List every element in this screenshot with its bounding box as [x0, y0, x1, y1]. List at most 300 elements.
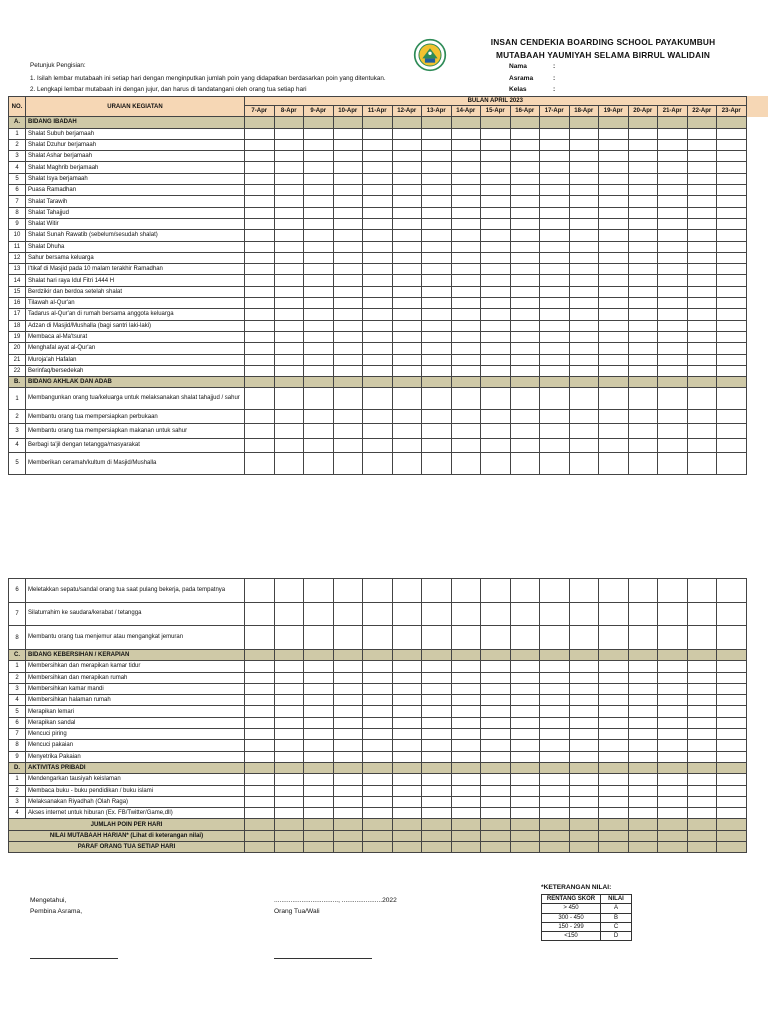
score-cell[interactable] — [245, 185, 275, 196]
score-cell[interactable] — [599, 410, 629, 424]
score-cell[interactable] — [569, 365, 599, 376]
summary-cell[interactable] — [392, 830, 422, 841]
score-cell[interactable] — [628, 320, 658, 331]
score-cell[interactable] — [658, 286, 688, 297]
score-cell[interactable] — [687, 241, 717, 252]
score-cell[interactable] — [481, 706, 511, 717]
score-cell[interactable] — [451, 774, 481, 785]
score-cell[interactable] — [245, 241, 275, 252]
score-cell[interactable] — [569, 808, 599, 819]
score-cell[interactable] — [274, 602, 304, 626]
score-cell[interactable] — [717, 320, 747, 331]
score-cell[interactable] — [481, 453, 511, 475]
score-cell[interactable] — [599, 683, 629, 694]
score-cell[interactable] — [658, 275, 688, 286]
score-cell[interactable] — [658, 264, 688, 275]
score-cell[interactable] — [599, 626, 629, 650]
summary-cell[interactable] — [422, 842, 452, 853]
score-cell[interactable] — [599, 424, 629, 438]
score-cell[interactable] — [687, 729, 717, 740]
score-cell[interactable] — [392, 173, 422, 184]
summary-cell[interactable] — [628, 830, 658, 841]
summary-cell[interactable] — [540, 830, 570, 841]
score-cell[interactable] — [481, 331, 511, 342]
score-cell[interactable] — [274, 354, 304, 365]
score-cell[interactable] — [540, 602, 570, 626]
score-cell[interactable] — [569, 453, 599, 475]
score-cell[interactable] — [599, 173, 629, 184]
score-cell[interactable] — [687, 286, 717, 297]
score-cell[interactable] — [274, 388, 304, 410]
score-cell[interactable] — [363, 139, 393, 150]
score-cell[interactable] — [717, 252, 747, 263]
score-cell[interactable] — [451, 218, 481, 229]
score-cell[interactable] — [510, 424, 540, 438]
score-cell[interactable] — [658, 343, 688, 354]
summary-cell[interactable] — [481, 830, 511, 841]
score-cell[interactable] — [599, 139, 629, 150]
score-cell[interactable] — [422, 139, 452, 150]
score-cell[interactable] — [451, 128, 481, 139]
score-cell[interactable] — [481, 410, 511, 424]
score-cell[interactable] — [363, 173, 393, 184]
score-cell[interactable] — [481, 207, 511, 218]
score-cell[interactable] — [658, 808, 688, 819]
score-cell[interactable] — [363, 808, 393, 819]
score-cell[interactable] — [392, 298, 422, 309]
score-cell[interactable] — [569, 264, 599, 275]
score-cell[interactable] — [658, 298, 688, 309]
score-cell[interactable] — [363, 264, 393, 275]
score-cell[interactable] — [540, 410, 570, 424]
score-cell[interactable] — [658, 331, 688, 342]
score-cell[interactable] — [274, 196, 304, 207]
score-cell[interactable] — [599, 331, 629, 342]
score-cell[interactable] — [363, 298, 393, 309]
score-cell[interactable] — [274, 695, 304, 706]
score-cell[interactable] — [422, 365, 452, 376]
score-cell[interactable] — [717, 298, 747, 309]
score-cell[interactable] — [422, 286, 452, 297]
score-cell[interactable] — [304, 252, 334, 263]
score-cell[interactable] — [451, 438, 481, 452]
score-cell[interactable] — [392, 706, 422, 717]
summary-cell[interactable] — [245, 830, 275, 841]
score-cell[interactable] — [687, 151, 717, 162]
score-cell[interactable] — [628, 626, 658, 650]
score-cell[interactable] — [687, 602, 717, 626]
score-cell[interactable] — [392, 320, 422, 331]
score-cell[interactable] — [540, 218, 570, 229]
score-cell[interactable] — [687, 453, 717, 475]
score-cell[interactable] — [363, 185, 393, 196]
score-cell[interactable] — [451, 252, 481, 263]
score-cell[interactable] — [422, 785, 452, 796]
score-cell[interactable] — [687, 695, 717, 706]
score-cell[interactable] — [451, 740, 481, 751]
score-cell[interactable] — [510, 139, 540, 150]
score-cell[interactable] — [481, 309, 511, 320]
score-cell[interactable] — [687, 320, 717, 331]
score-cell[interactable] — [304, 331, 334, 342]
score-cell[interactable] — [599, 365, 629, 376]
score-cell[interactable] — [333, 286, 363, 297]
score-cell[interactable] — [451, 717, 481, 728]
score-cell[interactable] — [422, 320, 452, 331]
score-cell[interactable] — [569, 343, 599, 354]
score-cell[interactable] — [569, 185, 599, 196]
score-cell[interactable] — [304, 173, 334, 184]
score-cell[interactable] — [658, 438, 688, 452]
score-cell[interactable] — [628, 695, 658, 706]
score-cell[interactable] — [245, 626, 275, 650]
summary-cell[interactable] — [687, 819, 717, 830]
score-cell[interactable] — [540, 185, 570, 196]
score-cell[interactable] — [392, 579, 422, 603]
score-cell[interactable] — [510, 740, 540, 751]
score-cell[interactable] — [422, 207, 452, 218]
summary-cell[interactable] — [363, 842, 393, 853]
score-cell[interactable] — [658, 717, 688, 728]
score-cell[interactable] — [422, 275, 452, 286]
score-cell[interactable] — [510, 661, 540, 672]
score-cell[interactable] — [481, 796, 511, 807]
score-cell[interactable] — [628, 331, 658, 342]
score-cell[interactable] — [510, 196, 540, 207]
score-cell[interactable] — [510, 151, 540, 162]
score-cell[interactable] — [245, 139, 275, 150]
score-cell[interactable] — [717, 275, 747, 286]
score-cell[interactable] — [304, 207, 334, 218]
score-cell[interactable] — [569, 672, 599, 683]
score-cell[interactable] — [451, 309, 481, 320]
score-cell[interactable] — [451, 365, 481, 376]
score-cell[interactable] — [658, 740, 688, 751]
score-cell[interactable] — [392, 438, 422, 452]
score-cell[interactable] — [510, 298, 540, 309]
score-cell[interactable] — [451, 672, 481, 683]
score-cell[interactable] — [363, 717, 393, 728]
score-cell[interactable] — [540, 751, 570, 762]
score-cell[interactable] — [628, 751, 658, 762]
score-cell[interactable] — [717, 343, 747, 354]
score-cell[interactable] — [569, 218, 599, 229]
score-cell[interactable] — [333, 320, 363, 331]
summary-cell[interactable] — [599, 830, 629, 841]
score-cell[interactable] — [274, 151, 304, 162]
score-cell[interactable] — [363, 453, 393, 475]
score-cell[interactable] — [658, 751, 688, 762]
score-cell[interactable] — [481, 626, 511, 650]
score-cell[interactable] — [569, 695, 599, 706]
score-cell[interactable] — [333, 626, 363, 650]
score-cell[interactable] — [628, 602, 658, 626]
score-cell[interactable] — [628, 453, 658, 475]
score-cell[interactable] — [451, 286, 481, 297]
score-cell[interactable] — [569, 139, 599, 150]
score-cell[interactable] — [274, 173, 304, 184]
score-cell[interactable] — [717, 128, 747, 139]
score-cell[interactable] — [245, 343, 275, 354]
score-cell[interactable] — [363, 796, 393, 807]
summary-cell[interactable] — [481, 842, 511, 853]
summary-cell[interactable] — [717, 830, 747, 841]
score-cell[interactable] — [451, 626, 481, 650]
score-cell[interactable] — [628, 139, 658, 150]
score-cell[interactable] — [569, 729, 599, 740]
summary-cell[interactable] — [392, 819, 422, 830]
score-cell[interactable] — [363, 740, 393, 751]
score-cell[interactable] — [304, 602, 334, 626]
score-cell[interactable] — [274, 579, 304, 603]
score-cell[interactable] — [304, 774, 334, 785]
score-cell[interactable] — [333, 717, 363, 728]
score-cell[interactable] — [392, 128, 422, 139]
score-cell[interactable] — [304, 218, 334, 229]
summary-cell[interactable] — [510, 842, 540, 853]
summary-cell[interactable] — [540, 819, 570, 830]
score-cell[interactable] — [245, 717, 275, 728]
score-cell[interactable] — [717, 751, 747, 762]
summary-cell[interactable] — [510, 819, 540, 830]
score-cell[interactable] — [540, 438, 570, 452]
score-cell[interactable] — [717, 453, 747, 475]
score-cell[interactable] — [510, 774, 540, 785]
score-cell[interactable] — [245, 196, 275, 207]
score-cell[interactable] — [274, 286, 304, 297]
score-cell[interactable] — [392, 751, 422, 762]
score-cell[interactable] — [658, 729, 688, 740]
score-cell[interactable] — [510, 173, 540, 184]
score-cell[interactable] — [422, 438, 452, 452]
summary-cell[interactable] — [274, 842, 304, 853]
score-cell[interactable] — [628, 162, 658, 173]
score-cell[interactable] — [363, 207, 393, 218]
score-cell[interactable] — [333, 683, 363, 694]
score-cell[interactable] — [304, 230, 334, 241]
score-cell[interactable] — [599, 453, 629, 475]
score-cell[interactable] — [717, 309, 747, 320]
score-cell[interactable] — [422, 410, 452, 424]
score-cell[interactable] — [599, 706, 629, 717]
score-cell[interactable] — [304, 286, 334, 297]
score-cell[interactable] — [481, 320, 511, 331]
score-cell[interactable] — [274, 717, 304, 728]
score-cell[interactable] — [333, 796, 363, 807]
score-cell[interactable] — [599, 808, 629, 819]
score-cell[interactable] — [363, 683, 393, 694]
score-cell[interactable] — [333, 331, 363, 342]
score-cell[interactable] — [687, 785, 717, 796]
summary-cell[interactable] — [422, 819, 452, 830]
score-cell[interactable] — [687, 354, 717, 365]
score-cell[interactable] — [304, 162, 334, 173]
score-cell[interactable] — [658, 173, 688, 184]
score-cell[interactable] — [510, 218, 540, 229]
score-cell[interactable] — [333, 602, 363, 626]
score-cell[interactable] — [333, 740, 363, 751]
score-cell[interactable] — [510, 309, 540, 320]
summary-cell[interactable] — [510, 830, 540, 841]
score-cell[interactable] — [304, 298, 334, 309]
score-cell[interactable] — [422, 298, 452, 309]
score-cell[interactable] — [717, 241, 747, 252]
score-cell[interactable] — [510, 128, 540, 139]
score-cell[interactable] — [687, 774, 717, 785]
score-cell[interactable] — [274, 309, 304, 320]
score-cell[interactable] — [274, 774, 304, 785]
score-cell[interactable] — [569, 751, 599, 762]
score-cell[interactable] — [481, 275, 511, 286]
score-cell[interactable] — [392, 286, 422, 297]
score-cell[interactable] — [245, 365, 275, 376]
summary-cell[interactable] — [333, 842, 363, 853]
score-cell[interactable] — [245, 706, 275, 717]
score-cell[interactable] — [510, 785, 540, 796]
score-cell[interactable] — [274, 808, 304, 819]
score-cell[interactable] — [540, 661, 570, 672]
score-cell[interactable] — [658, 354, 688, 365]
score-cell[interactable] — [540, 343, 570, 354]
summary-cell[interactable] — [687, 830, 717, 841]
score-cell[interactable] — [274, 751, 304, 762]
score-cell[interactable] — [687, 410, 717, 424]
score-cell[interactable] — [717, 717, 747, 728]
score-cell[interactable] — [540, 774, 570, 785]
score-cell[interactable] — [422, 729, 452, 740]
score-cell[interactable] — [510, 388, 540, 410]
score-cell[interactable] — [687, 388, 717, 410]
score-cell[interactable] — [363, 424, 393, 438]
score-cell[interactable] — [481, 740, 511, 751]
score-cell[interactable] — [481, 729, 511, 740]
score-cell[interactable] — [481, 241, 511, 252]
score-cell[interactable] — [245, 774, 275, 785]
score-cell[interactable] — [363, 354, 393, 365]
summary-cell[interactable] — [717, 819, 747, 830]
score-cell[interactable] — [422, 453, 452, 475]
summary-cell[interactable] — [569, 819, 599, 830]
score-cell[interactable] — [569, 785, 599, 796]
score-cell[interactable] — [451, 602, 481, 626]
score-cell[interactable] — [392, 275, 422, 286]
score-cell[interactable] — [245, 331, 275, 342]
score-cell[interactable] — [599, 672, 629, 683]
score-cell[interactable] — [687, 162, 717, 173]
score-cell[interactable] — [451, 331, 481, 342]
score-cell[interactable] — [451, 388, 481, 410]
score-cell[interactable] — [245, 785, 275, 796]
score-cell[interactable] — [687, 331, 717, 342]
score-cell[interactable] — [304, 796, 334, 807]
score-cell[interactable] — [333, 275, 363, 286]
score-cell[interactable] — [717, 774, 747, 785]
score-cell[interactable] — [333, 579, 363, 603]
score-cell[interactable] — [274, 230, 304, 241]
score-cell[interactable] — [628, 438, 658, 452]
score-cell[interactable] — [392, 774, 422, 785]
score-cell[interactable] — [540, 740, 570, 751]
score-cell[interactable] — [274, 661, 304, 672]
score-cell[interactable] — [510, 230, 540, 241]
score-cell[interactable] — [481, 286, 511, 297]
score-cell[interactable] — [658, 410, 688, 424]
score-cell[interactable] — [569, 196, 599, 207]
score-cell[interactable] — [540, 672, 570, 683]
score-cell[interactable] — [274, 626, 304, 650]
score-cell[interactable] — [717, 331, 747, 342]
score-cell[interactable] — [274, 365, 304, 376]
score-cell[interactable] — [540, 196, 570, 207]
score-cell[interactable] — [274, 785, 304, 796]
score-cell[interactable] — [599, 774, 629, 785]
summary-cell[interactable] — [628, 842, 658, 853]
score-cell[interactable] — [481, 751, 511, 762]
score-cell[interactable] — [451, 424, 481, 438]
score-cell[interactable] — [540, 331, 570, 342]
score-cell[interactable] — [481, 252, 511, 263]
score-cell[interactable] — [481, 774, 511, 785]
score-cell[interactable] — [510, 683, 540, 694]
score-cell[interactable] — [510, 808, 540, 819]
score-cell[interactable] — [658, 683, 688, 694]
score-cell[interactable] — [510, 579, 540, 603]
score-cell[interactable] — [363, 252, 393, 263]
score-cell[interactable] — [392, 218, 422, 229]
score-cell[interactable] — [628, 151, 658, 162]
score-cell[interactable] — [392, 264, 422, 275]
score-cell[interactable] — [540, 309, 570, 320]
summary-cell[interactable] — [363, 830, 393, 841]
score-cell[interactable] — [687, 740, 717, 751]
score-cell[interactable] — [245, 740, 275, 751]
score-cell[interactable] — [569, 162, 599, 173]
score-cell[interactable] — [687, 706, 717, 717]
score-cell[interactable] — [628, 173, 658, 184]
score-cell[interactable] — [245, 661, 275, 672]
score-cell[interactable] — [245, 173, 275, 184]
score-cell[interactable] — [274, 672, 304, 683]
score-cell[interactable] — [274, 438, 304, 452]
score-cell[interactable] — [510, 453, 540, 475]
score-cell[interactable] — [333, 264, 363, 275]
score-cell[interactable] — [569, 717, 599, 728]
score-cell[interactable] — [510, 286, 540, 297]
score-cell[interactable] — [451, 151, 481, 162]
score-cell[interactable] — [687, 717, 717, 728]
score-cell[interactable] — [717, 410, 747, 424]
score-cell[interactable] — [658, 218, 688, 229]
score-cell[interactable] — [333, 808, 363, 819]
score-cell[interactable] — [422, 241, 452, 252]
score-cell[interactable] — [333, 453, 363, 475]
score-cell[interactable] — [510, 717, 540, 728]
score-cell[interactable] — [628, 706, 658, 717]
score-cell[interactable] — [599, 298, 629, 309]
score-cell[interactable] — [628, 796, 658, 807]
summary-cell[interactable] — [245, 819, 275, 830]
score-cell[interactable] — [333, 661, 363, 672]
score-cell[interactable] — [687, 196, 717, 207]
score-cell[interactable] — [510, 626, 540, 650]
score-cell[interactable] — [304, 683, 334, 694]
score-cell[interactable] — [274, 275, 304, 286]
score-cell[interactable] — [245, 252, 275, 263]
score-cell[interactable] — [363, 162, 393, 173]
score-cell[interactable] — [274, 343, 304, 354]
score-cell[interactable] — [540, 286, 570, 297]
score-cell[interactable] — [481, 162, 511, 173]
